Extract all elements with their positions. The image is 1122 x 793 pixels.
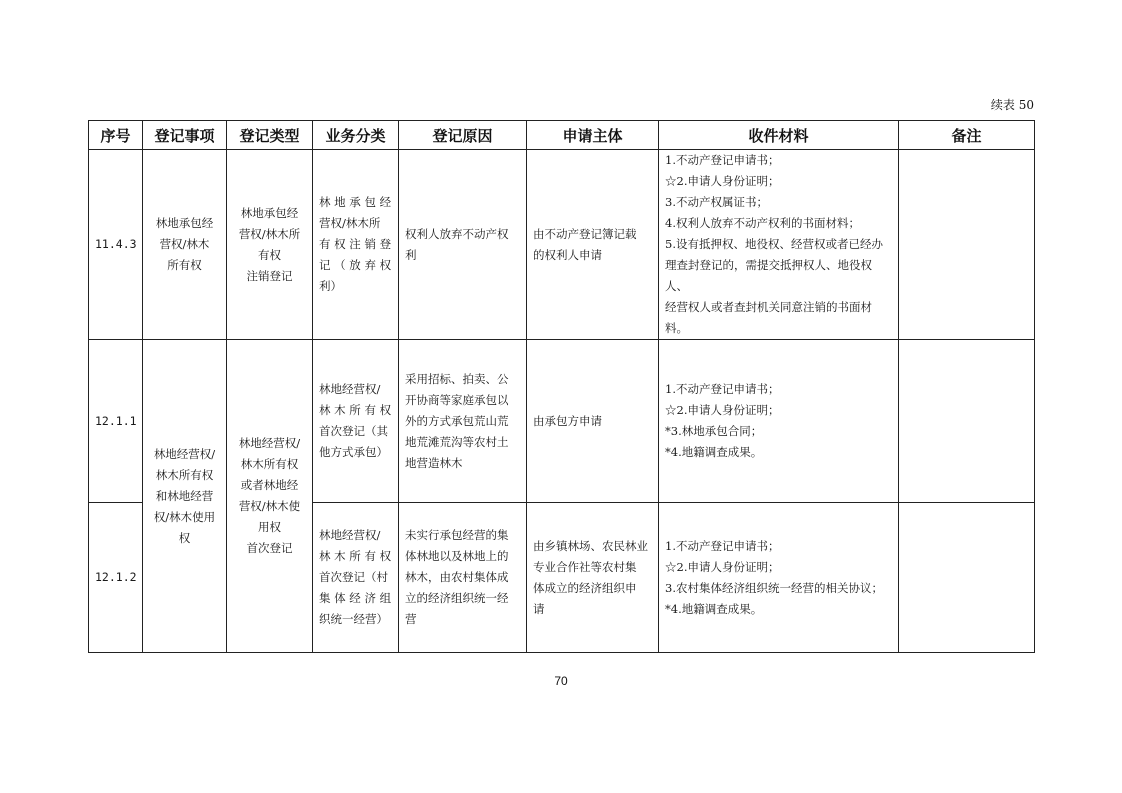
reason-cell xyxy=(399,340,527,503)
registration-table xyxy=(88,120,1035,653)
cell-line: 请 xyxy=(533,601,545,616)
cell-line: 林地经营权/ xyxy=(238,436,301,450)
cell-line: *4.地籍调查成果。 xyxy=(665,445,763,459)
cell-line: 由承包方申请 xyxy=(533,413,602,428)
cell-line: 1.不动产登记申请书； xyxy=(665,153,780,167)
cell-line: 营权/林木所 xyxy=(319,216,381,230)
cell-line: ☆2.申请人身份证明； xyxy=(665,403,780,417)
applicant-cell xyxy=(527,503,659,653)
cell-line: 利 xyxy=(405,247,417,262)
reason-cell xyxy=(399,150,527,340)
cell-line: 权利人放弃不动产权 xyxy=(405,226,509,241)
cell-line: 林地经营权/ xyxy=(153,446,216,461)
cell-line: 经营权人或者查封机关同意注销的书面材 xyxy=(665,300,872,314)
header-remarks: 备注 xyxy=(899,121,1035,150)
cell-line: 林木，由农村集体成 xyxy=(405,570,509,584)
header-row xyxy=(89,121,1035,150)
cell-line: 1.不动产登记申请书； xyxy=(665,382,780,396)
cell-line: 1.不动产登记申请书； xyxy=(665,538,780,553)
cell-line: 集 体 经 济 组 xyxy=(319,591,392,605)
cell-line: 3.农村集体经济组织统一经营的相关协议； xyxy=(665,580,883,595)
cell-line: 有 权 注 销 登 xyxy=(319,237,392,251)
item-cell xyxy=(143,340,227,653)
cell-line: 首次登记（村 xyxy=(319,570,388,584)
cell-line: 理查封登记的，需提交抵押权人、地役权人、 xyxy=(665,258,872,293)
category-cell xyxy=(313,503,399,653)
cell-line: 和林地经营 xyxy=(155,488,214,503)
header-category: 业务分类 xyxy=(313,121,399,150)
cell-line: 地荒滩荒沟等农村土 xyxy=(405,434,509,449)
cell-line: 由不动产登记簿记载 xyxy=(533,226,637,241)
materials-cell xyxy=(659,340,899,503)
remarks-cell xyxy=(899,340,1035,503)
cell-line: 地营造林木 xyxy=(405,455,463,470)
cell-line: 的权利人申请 xyxy=(533,247,602,262)
cell-line: 权 xyxy=(178,530,191,545)
table-row xyxy=(89,150,1035,340)
cell-line: *3.林地承包合同； xyxy=(665,424,763,438)
cell-line: 所有权 xyxy=(167,258,202,272)
cell-line: 林 木 所 有 权 xyxy=(319,403,392,417)
cell-line: 林木所有权 xyxy=(155,467,214,482)
materials-cell xyxy=(659,150,899,340)
category-cell xyxy=(313,340,399,503)
cell-line: 营 xyxy=(405,612,417,626)
cell-line: 未实行承包经营的集 xyxy=(405,528,509,542)
cell-line: *4.地籍调查成果。 xyxy=(665,601,763,616)
seq-cell: 11.4.3 xyxy=(89,150,143,340)
cell-line: 他方式承包） xyxy=(319,445,388,459)
cell-line: 林木所有权 xyxy=(240,457,299,471)
reason-cell xyxy=(399,503,527,653)
cell-line: ☆2.申请人身份证明； xyxy=(665,559,780,574)
page-number: 70 xyxy=(554,674,568,688)
cell-line: 织统一经营） xyxy=(319,612,388,626)
cell-line: 用权 xyxy=(258,520,281,534)
cell-line: 营权/林木 xyxy=(159,237,210,251)
type-cell xyxy=(227,150,313,340)
remarks-cell xyxy=(899,150,1035,340)
cell-line: 权/林木使用 xyxy=(153,509,216,524)
header-reason: 登记原因 xyxy=(399,121,527,150)
cell-line: 料。 xyxy=(665,321,688,335)
cell-line: 林地经营权/ xyxy=(319,528,381,542)
cell-line: 有权 xyxy=(258,247,281,262)
type-cell xyxy=(227,340,313,653)
cell-line: 首次登记（其 xyxy=(319,424,388,438)
materials-cell xyxy=(659,503,899,653)
cell-line: 4.权利人放弃不动产权利的书面材料； xyxy=(665,216,860,230)
header-applicant: 申请主体 xyxy=(527,121,659,150)
cell-line: 林地承包经 xyxy=(240,205,299,220)
seq-cell: 12.1.2 xyxy=(89,503,143,653)
cell-line: 林 木 所 有 权 xyxy=(319,549,392,563)
item-cell xyxy=(143,150,227,340)
header-materials: 收件材料 xyxy=(659,121,899,150)
header-seq: 序号 xyxy=(89,121,143,150)
cell-line: 外的方式承包荒山荒 xyxy=(405,413,509,428)
cell-line: 记 （ 放 弃 权 xyxy=(319,258,392,272)
cell-line: 营权/林木所 xyxy=(238,226,301,241)
header-type: 登记类型 xyxy=(227,121,313,150)
cell-line: 专业合作社等农村集 xyxy=(533,559,637,574)
cell-line: 林地经营权/ xyxy=(319,382,381,396)
continuation-label: 续表 50 xyxy=(990,98,1034,112)
cell-line: 营权/林木使 xyxy=(238,499,301,513)
cell-line: 利） xyxy=(319,279,342,293)
cell-line: 体林地以及林地上的 xyxy=(405,549,509,563)
cell-line: 开协商等家庭承包以 xyxy=(405,392,509,407)
cell-line: 首次登记 xyxy=(246,541,293,555)
cell-line: 林 地 承 包 经 xyxy=(319,195,392,209)
cell-line: 立的经济组织统一经 xyxy=(405,591,509,605)
cell-line: 或者林地经 xyxy=(240,478,299,492)
applicant-cell xyxy=(527,150,659,340)
cell-line: 林地承包经 xyxy=(155,216,214,230)
cell-line: 采用招标、拍卖、公 xyxy=(405,371,509,386)
remarks-cell xyxy=(899,503,1035,653)
table-row xyxy=(89,340,1035,503)
cell-line: ☆2.申请人身份证明； xyxy=(665,174,780,188)
cell-line: 由乡镇林场、农民林业 xyxy=(533,538,648,553)
cell-line: 体成立的经济组织申 xyxy=(533,580,637,595)
cell-line: 3.不动产权属证书； xyxy=(665,195,768,209)
cell-line: 5.设有抵押权、地役权、经营权或者已经办 xyxy=(665,237,883,251)
header-item: 登记事项 xyxy=(143,121,227,150)
applicant-cell xyxy=(527,340,659,503)
category-cell xyxy=(313,150,399,340)
seq-cell: 12.1.1 xyxy=(89,340,143,503)
cell-line: 注销登记 xyxy=(246,268,293,283)
